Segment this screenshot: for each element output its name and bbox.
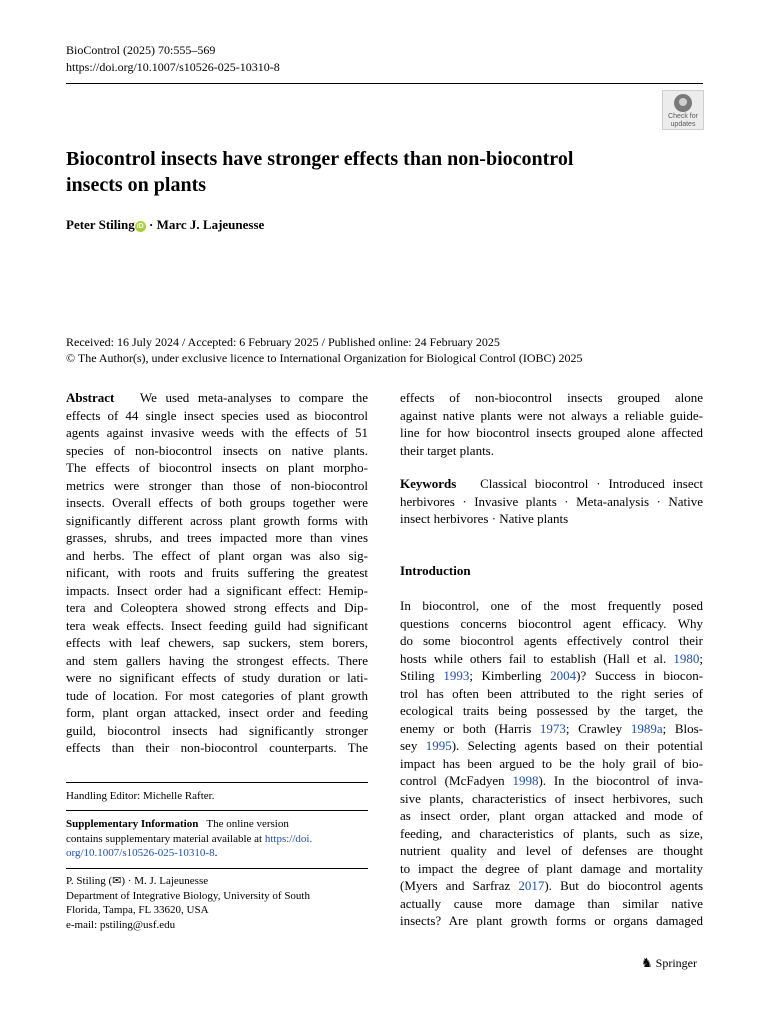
abstract-line: were no significant effects of study duration or lati- <box>66 670 368 685</box>
abstract-line: tude of location. For most categories of plant growth <box>66 687 368 703</box>
keywords-line: herbivores · Invasive plants · Meta-analysis · Native <box>400 493 703 509</box>
citation-link[interactable]: 2004 <box>550 668 577 683</box>
envelope-icon[interactable]: ✉ <box>112 875 122 887</box>
keywords-line: insect herbivores · Native plants <box>400 511 569 526</box>
citation-link[interactable]: 1998 <box>512 773 539 788</box>
citation-link[interactable]: 1973 <box>539 720 566 736</box>
citation-link[interactable]: 1980 <box>673 650 700 666</box>
keywords-label: Keywords <box>400 476 457 491</box>
abstract-line: agents against invasive weeds with the effects of 51 <box>66 425 368 440</box>
abstract-line: effects of non-biocontrol insects grouped alone <box>400 390 703 405</box>
journal-doi[interactable]: https://doi.org/10.1007/s10526-025-10310-8 <box>66 60 280 74</box>
check-for-updates-badge[interactable] <box>662 90 704 130</box>
title-line-2: insects on plants <box>66 174 207 196</box>
abstract-continued <box>400 389 703 459</box>
publisher-name: Springer <box>655 956 697 970</box>
abstract-line: metrics were stronger than those of non-biocontrol <box>66 477 368 493</box>
abstract-line: species of non-biocontrol insects on native plants. <box>66 442 368 458</box>
author-1[interactable]: Peter Stiling <box>66 217 135 232</box>
abstract-line: Abstract We used meta-analyses to compare the <box>66 390 368 405</box>
crossmark-label-2: updates <box>670 121 696 128</box>
introduction-body: In biocontrol, one of the most frequently posed questions concerns biocontrol agent efficacy. Why do some biocontrol agents effectively control their hosts while others fail to establish (Hall et al. 1980; Stiling 1993; Kimberling 2004)? Success in biocon- trol has often been attributed to the right series of ecological traits being possessed by the target, the enemy or both (Harris 1973; Crawley 1989a; Blos- sey 1995). Selecting agents based on their potential impact has been argued to be the holy grail of bio- control (McFadyen 1998). In the biocontrol of inva- sive plants, characteristics of insect herbivores, such as insect order, plant organ attacked and mode of feeding, and characteristics of plants, such as size, nutrient quality and level of defenses are thought to impact the degree of plant damage and mortality (Myers and Sarfraz 2017). But do biocontrol agents actually cause more damage than similar native insects? Are plant growth forms or organs damaged <box>400 598 704 928</box>
affiliation-line: Florida, Tampa, FL 33620, USA <box>66 904 209 916</box>
abstract-line: effects with leaf chewers, sap suckers, stem borers, <box>66 635 368 650</box>
citation-link[interactable]: 1995 <box>425 738 452 753</box>
citation-link[interactable]: 2017 <box>518 878 545 893</box>
author-affiliation: P. Stiling (✉) · M. J. Lajeunesse Department of Integrative Biology, University of South Florida, Tampa, FL 33620, USA e-mail: pstiling@usf.edu <box>66 875 310 931</box>
abstract-line: their target plants. <box>400 442 494 458</box>
abstract-block <box>66 389 368 757</box>
abstract-line: grasses, shrubs, and trees impacted more than vines <box>66 530 368 545</box>
header-rule <box>66 83 703 84</box>
author-separator: · <box>145 217 157 232</box>
abstract-line: line for how biocontrol insects grouped alone affected <box>400 425 703 440</box>
abstract-line: nificant, with roots and fruits suffering the greatest <box>66 565 368 580</box>
article-dates <box>66 334 583 366</box>
abstract-line: and herbs. The effect of plant organ was also sig- <box>66 547 368 563</box>
abstract-line: effects than their non-biocontrol counterparts. The <box>66 740 368 755</box>
footnote-rule <box>66 810 368 811</box>
citation-link[interactable]: 1993 <box>443 668 470 683</box>
abstract-line: insects. Overall effects of both groups together were <box>66 495 368 510</box>
received-dates: Received: 16 July 2024 / Accepted: 6 February 2025 / Published online: 24 February 2025 <box>66 335 500 349</box>
abstract-line: against native plants were not always a reliable guide- <box>400 407 703 423</box>
supp-label: Supplementary Information <box>66 818 199 830</box>
abstract-line: tera and Coleoptera showed strong effects and Dip- <box>66 600 368 615</box>
abstract-line: impacts. Insect order had a significant effect: Hemip- <box>66 582 368 598</box>
supp-link[interactable]: https://doi. <box>264 832 313 845</box>
orcid-icon[interactable]: iD <box>136 223 144 230</box>
citation-link[interactable]: 1989a <box>630 720 663 736</box>
handling-editor: Handling Editor: Michelle Rafter. <box>66 790 215 802</box>
footnote-rule <box>66 782 368 783</box>
abstract-line: tera weak effects. Insect feeding guild had significant <box>66 617 368 633</box>
springer-horse-icon: ♞ <box>641 955 653 970</box>
footnote-rule <box>66 868 368 869</box>
affiliation-line: Department of Integrative Biology, University of South <box>66 889 310 902</box>
journal-header <box>66 42 280 76</box>
author-list <box>66 217 264 233</box>
abstract-label: Abstract <box>66 390 115 405</box>
email-line[interactable]: e-mail: pstiling@usf.edu <box>66 918 176 931</box>
article-title <box>66 146 686 198</box>
supp-link[interactable]: org/10.1007/s10526-025-10310-8 <box>66 847 215 859</box>
journal-citation: BioControl (2025) 70:555–569 <box>66 43 216 57</box>
publisher-logo <box>641 955 697 971</box>
title-line-1: Biocontrol insects have stronger effects than non-biocontrol <box>66 148 574 170</box>
introduction-heading: Introduction <box>400 563 471 578</box>
crossmark-icon <box>674 94 692 112</box>
abstract-line: form, plant organ attacked, insect order and feeding <box>66 705 368 720</box>
abstract-line: effects of 44 single insect species used as biocontrol <box>66 407 368 423</box>
crossmark-label-1: Check for <box>668 113 698 120</box>
author-2[interactable]: Marc J. Lajeunesse <box>156 217 265 232</box>
abstract-line: guild, biocontrol insects had significantly stronger <box>66 722 368 738</box>
abstract-line: and stem gallers having the strongest effects. There <box>66 652 368 668</box>
supplementary-information: Supplementary Information The online version contains supplementary material available at https://doi. org/10.1007/s10526-025-10310-8. <box>66 818 313 859</box>
abstract-line: significantly different across plant growth forms with <box>66 512 368 528</box>
abstract-line: The effects of biocontrol insects on plant morpho- <box>66 460 368 475</box>
keywords-block: Keywords Classical biocontrol · Introduced insect herbivores · Invasive plants · Meta-analysis · Native insect herbivores · Native plants <box>400 476 704 526</box>
copyright-line: © The Author(s), under exclusive licence to International Organization for Biological Control (IOBC) 2025 <box>66 351 583 365</box>
